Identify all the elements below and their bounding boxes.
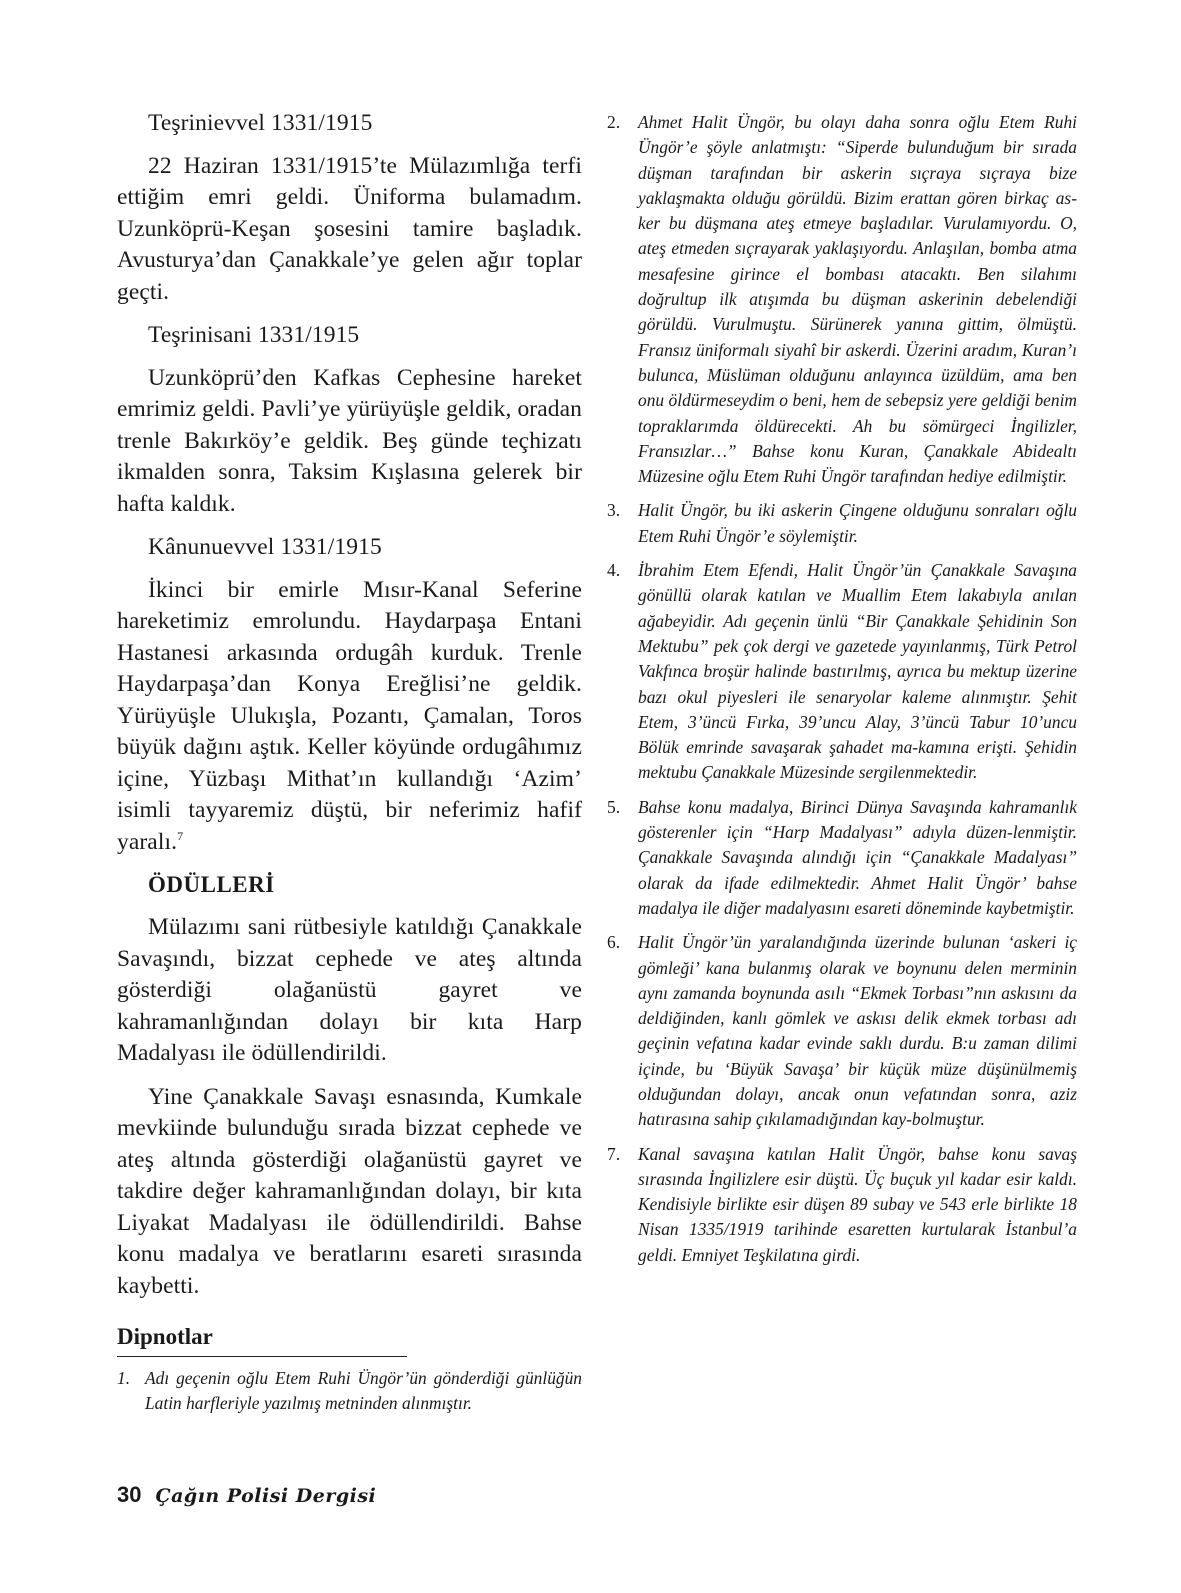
footnote-item	[117, 1366, 582, 1416]
footnote-item	[607, 498, 1077, 549]
date-heading: Teşrinisani 1331/1915	[148, 322, 360, 348]
footnote-number: 1.	[117, 1368, 131, 1388]
footnote-number: 6.	[607, 932, 621, 953]
footnote-item	[607, 558, 1077, 786]
body-paragraph	[117, 575, 582, 859]
magazine-name: Çağın Polisi Dergisi	[155, 1485, 377, 1507]
body-paragraph: Uzunköprü’den Kafkas Cephesine hareket emrimiz geldi. Pavli’ye yürüyüşle geldik, oradan trenle Bakırköy’e geldik. Beş günde teçhizatı ikmalden sonra, Taksim Kışlasına gelerek bir hafta kaldık.	[117, 364, 582, 517]
footnote-item	[607, 110, 1077, 489]
page-footer	[117, 1482, 376, 1512]
footnote-divider	[117, 1356, 407, 1357]
footnote-number: 3.	[607, 500, 621, 521]
footnote-text: İbrahim Etem Efendi, Halit Üngör’ün Çanakkale Savaşına gönüllü olarak katılan ve Muallim Etem lakabıyla anılan ağabeyidir. Adı geçenin ünlü “Bir Çanakkale Şehidinin Son Mektubu” pek çok dergi ve gazetede yayınlanmış, Türk Petrol Vakfınca broşür halinde bastırılmış, ayrıca bu mektup üzerine bazı okul piyesleri ile senaryolar kaleme alınmıştır. Şehit Etem, 3’üncü Fırka, 39’uncu Alay, 3’üncü Tabur 10’uncu Bölük emrinde savaşarak şahadet ma-kamına erişti. Şehidin mektubu Çanakkale Müzesinde sergilenmektedir.	[638, 560, 1077, 783]
date-heading: Kânunuevvel 1331/1915	[148, 534, 382, 560]
paragraph-text: İkinci bir emirle Mısır-Kanal Seferine hareketimiz emrolundu. Haydarpaşa Entani Hastanesi arkasında ordugâh kurduk. Trenle Haydarpaşa’dan Konya Ereğlisi’ne geldik. Yürüyüşle Ulukışla, Pozantı, Çamalan, Toros büyük dağını aştık. Keller köyünde ordugâhımız içine, Yüzbaşı Mithat’ın kullandığı ‘Azim’ isimli tayyaremiz düştü, bir neferimiz hafif yaralı.	[117, 576, 582, 855]
footnote-text: Kanal savaşına katılan Halit Üngör, bahse konu savaş sırasında İngilizlere esir düştü. Üç buçuk yıl kadar esir kaldı. Kendisiyle birlikte esir düşen 89 subay ve 543 erle birlikte 18 Nisan 1335/1919 tarihinde esaretten kurtularak İstanbul’a geldi. Emniyet Teşkilatına girdi.	[638, 1143, 1077, 1265]
footnotes-heading: Dipnotlar	[117, 1324, 213, 1349]
footnote-number: 7.	[607, 1143, 621, 1164]
footnote-item	[607, 1142, 1077, 1268]
main-text-column	[117, 108, 582, 1425]
footnote-item	[607, 930, 1077, 1132]
body-paragraph: Yine Çanakkale Savaşı esnasında, Kumkale mevkiinde bulunduğu sırada bizzat cephede ve ateş altında gösterdiği olağanüstü gayret ve takdire değer kahramanlığından dolayı, bir kıta Liyakat Madalyası ile ödüllendirildi. Bahse konu madalya ve beratlarını esareti sırasında kaybetti.	[117, 1083, 582, 1299]
footnote-text: Halit Üngör, bu iki askerin Çingene olduğunu sonraları oğlu Etem Ruhi Üngör’e söylemiştir.	[638, 500, 1077, 546]
footnote-item	[607, 795, 1077, 921]
footnote-number: 2.	[607, 112, 621, 132]
footnote-number: 4.	[607, 560, 621, 581]
body-paragraph: 22 Haziran 1331/1915’te Mülazımlığa terfi ettiğim emri geldi. Üniforma bulamadım. Uzunköprü-Keşan şosesini tamire başladık. Avusturya’dan Çanakkale’ye gelen ağır toplar geçti.	[117, 152, 582, 305]
page-number: 30	[117, 1482, 142, 1507]
footnote-number: 5.	[607, 796, 621, 817]
footnotes-column	[607, 110, 1077, 1277]
body-paragraph: Mülazımı sani rütbesiyle katıldığı Çanakkale Savaşındı, bizzat cephede ve ateş altında gösterdiği olağanüstü gayret ve kahramanlığından dolayı bir kıta Harp Madalyası ile ödüllendirildi.	[117, 914, 582, 1066]
footnote-text: Bahse konu madalya, Birinci Dünya Savaşında kahramanlık gösterenler için “Harp Madalyası” adıyla düzen-lenmiştir. Çanakkale Savaşında alındığı için “Çanakkale Madalyası” olarak da ifade edilmektedir. Ahmet Halit Üngör’ bahse madalya ile diğer madalyasını esareti döneminde kaybetmiştir.	[638, 796, 1077, 918]
footnote-text: Halit Üngör’ün yaralandığında üzerinde bulunan ‘askeri iç gömleği’ kana bulanmış olarak ve boynunu delen merminin aynı zamanda boynunda asılı “Ekmek Torbası”nın askısını da deldiğinden, kanlı gömlek ve askısı delik ekmek torbası adı geçinin vefatına kadar evinde saklı durdu. B:u zaman dilimi içinde, bu ‘Büyük Savaşa’ bir küçük müze düşünülmemiş olduğundan dolayı, ancak onun vefatından sonra, aziz hatırasına sahip çıkılamadığından kay-bolmuştur.	[638, 932, 1077, 1130]
section-heading: ÖDÜLLERİ	[148, 872, 275, 897]
footnote-text: Ahmet Halit Üngör, bu olayı daha sonra oğlu Etem Ruhi Üngör’e şöyle anlatmıştı: “Siperde bulunduğum bir sırada düşman tarafından bir askerin sıçraya sıçraya bize yaklaşmakta olduğu görüldü. Bizim erattan gören birkaç as-ker bu düşmana ateş etmeye başladılar. Vurulamıyordu. O, ateş etmeden sıçrayarak yaklaşıyordu. Anlaşılan, bomba atma mesafesine girince el bombası atacaktı. Ben silahımı doğrultup ilk atışımda bu düşman askerinin debelendiği görüldü. Vurulmuştu. Sürünerek yanına gittim, ölmüştü. Fransız üniformalı siyahî bir askerdi. Üzerini aradım, Kuran’ı bulunca, Müslüman olduğunu anlayınca üzüldüm, ama ben onu öldürmeseydim o beni, hem de sebepsiz yere geldiği benim topraklarımda öldürecekti. Ah bu sömürgeci İngilizler, Fransızlar…” Bahse konu Kuran, Çanakkale Abidealtı Müzesine oğlu Etem Ruhi Üngör tarafından hediye edilmiştir.	[638, 112, 1077, 487]
footnote-text: Adı geçenin oğlu Etem Ruhi Üngör’ün gönderdiği günlüğün Latin harfleriyle yazılmış metninden alınmıştır.	[145, 1368, 582, 1413]
footnote-ref[interactable]: 7	[177, 828, 184, 843]
date-heading: Teşrinievvel 1331/1915	[148, 110, 373, 136]
